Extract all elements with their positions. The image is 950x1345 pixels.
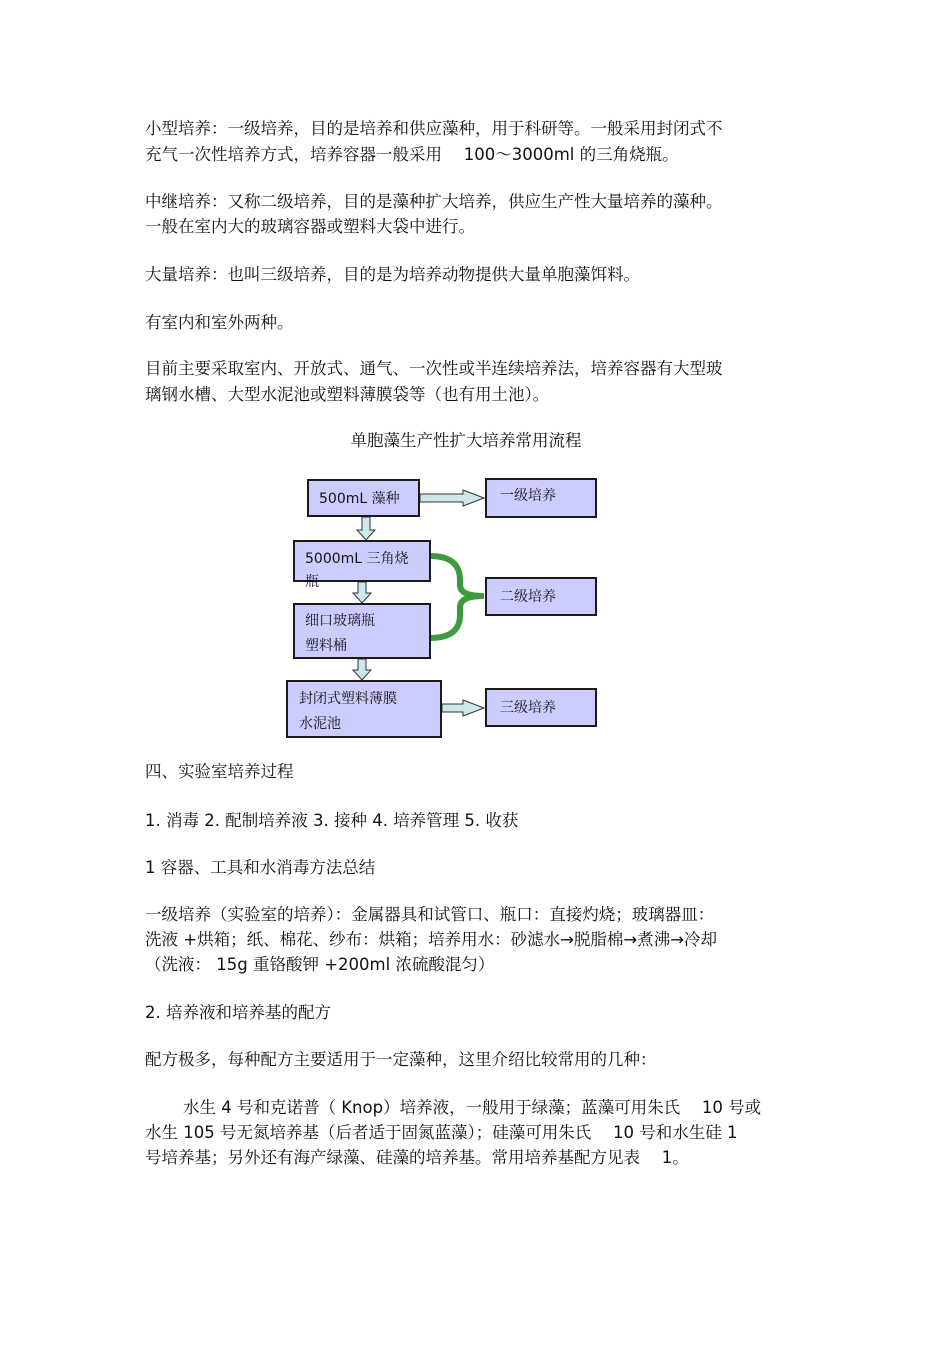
- paragraph-indoor-outdoor: 有室内和室外两种。: [145, 313, 294, 332]
- stage2-label: 二级培养: [500, 589, 556, 605]
- green-brace: [430, 556, 484, 638]
- box-5000ml-label-line1: 5000mL 三角烧: [305, 551, 409, 567]
- paragraph-disinfection-line3: （洗液： 15g 重铬酸钾 +200ml 浓硫酸混匀）: [145, 955, 495, 974]
- paragraph-formulas-intro: 配方极多，每种配方主要适用于一定藻种，这里介绍比较常用的几种：: [145, 1050, 657, 1069]
- box-5000ml-flask: [293, 540, 431, 590]
- stage3-label: 三级培养: [500, 700, 556, 716]
- box-sealed-film: [286, 680, 442, 738]
- paragraph-media-line2: 水生 105 号无氮培养基（后者适于固氮蓝藻）；硅藻可用朱氏 10 号和水生硅 1: [145, 1123, 738, 1142]
- paragraph-mass-culture: 大量培养：也叫三级培养，目的是为培养动物提供大量单胞藻饵料。: [145, 265, 640, 284]
- paragraph-methods-line1: 目前主要采取室内、开放式、通气、一次性或半连续培养法，培养容器有大型玻: [145, 359, 723, 378]
- box-5000ml-label-line2: 瓶: [305, 574, 319, 590]
- diagram-caption: 单胞藻生产性扩大培养常用流程: [350, 431, 582, 450]
- stage1-label: 一级培养: [500, 488, 556, 504]
- paragraph-media-line1: 水生 4 号和克诺普（ Knop）培养液，一般用于绿藻；蓝藻可用朱氏 10 号或: [183, 1098, 762, 1117]
- arrow-to-stage1: [420, 490, 484, 506]
- box-500ml-algae: [307, 479, 420, 517]
- subsection-1-heading: 1 容器、工具和水消毒方法总结: [145, 858, 376, 877]
- box-glass-label-line1: 细口玻璃瓶: [305, 613, 375, 629]
- paragraph-small-culture-line2: 充气一次性培养方式，培养容器一般采用 100～3000ml 的三角烧瓶。: [145, 145, 679, 164]
- box-stage2: [485, 577, 597, 616]
- paragraph-relay-culture-line1: 中继培养：又称二级培养，目的是藻种扩大培养，供应生产性大量培养的藻种。: [145, 192, 723, 211]
- paragraph-small-culture-line1: 小型培养：一级培养，目的是培养和供应藻种，用于科研等。一般采用封闭式不: [145, 119, 723, 138]
- box-glass-label-line2: 塑料桶: [305, 638, 347, 654]
- section4-steps: 1. 消毒 2. 配制培养液 3. 接种 4. 培养管理 5. 收获: [145, 811, 519, 830]
- subsection-2-heading: 2. 培养液和培养基的配方: [145, 1003, 331, 1022]
- arrow-down-1: [357, 517, 375, 540]
- arrow-to-stage3: [442, 700, 484, 716]
- box-sealed-label-line2: 水泥池: [299, 716, 341, 732]
- box-sealed-label-line1: 封闭式塑料薄膜: [299, 691, 397, 707]
- paragraph-methods-line2: 璃钢水槽、大型水泥池或塑料薄膜袋等（也有用土池）。: [145, 385, 550, 404]
- arrow-down-3: [353, 659, 371, 680]
- paragraph-disinfection-line1: 一级培养（实验室的培养）：金属器具和试管口、瓶口：直接灼烧；玻璃器皿：: [145, 905, 715, 924]
- paragraph-media-line3: 号培养基；另外还有海产绿藻、硅藻的培养基。常用培养基配方见表 1。: [145, 1148, 689, 1167]
- section4-heading: 四、实验室培养过程: [145, 762, 294, 781]
- paragraph-disinfection-line2: 洗液 +烘箱；纸、棉花、纱布：烘箱；培养用水：砂滤水→脱脂棉→煮沸→冷却: [145, 930, 718, 949]
- box-glass-bottle: [293, 603, 431, 659]
- box-500ml-label: 500mL 藻种: [319, 491, 400, 507]
- arrow-down-2: [353, 582, 371, 603]
- box-stage3: [485, 688, 597, 727]
- box-stage1: [485, 478, 597, 518]
- paragraph-relay-culture-line2: 一般在室内大的玻璃容器或塑料大袋中进行。: [145, 217, 475, 236]
